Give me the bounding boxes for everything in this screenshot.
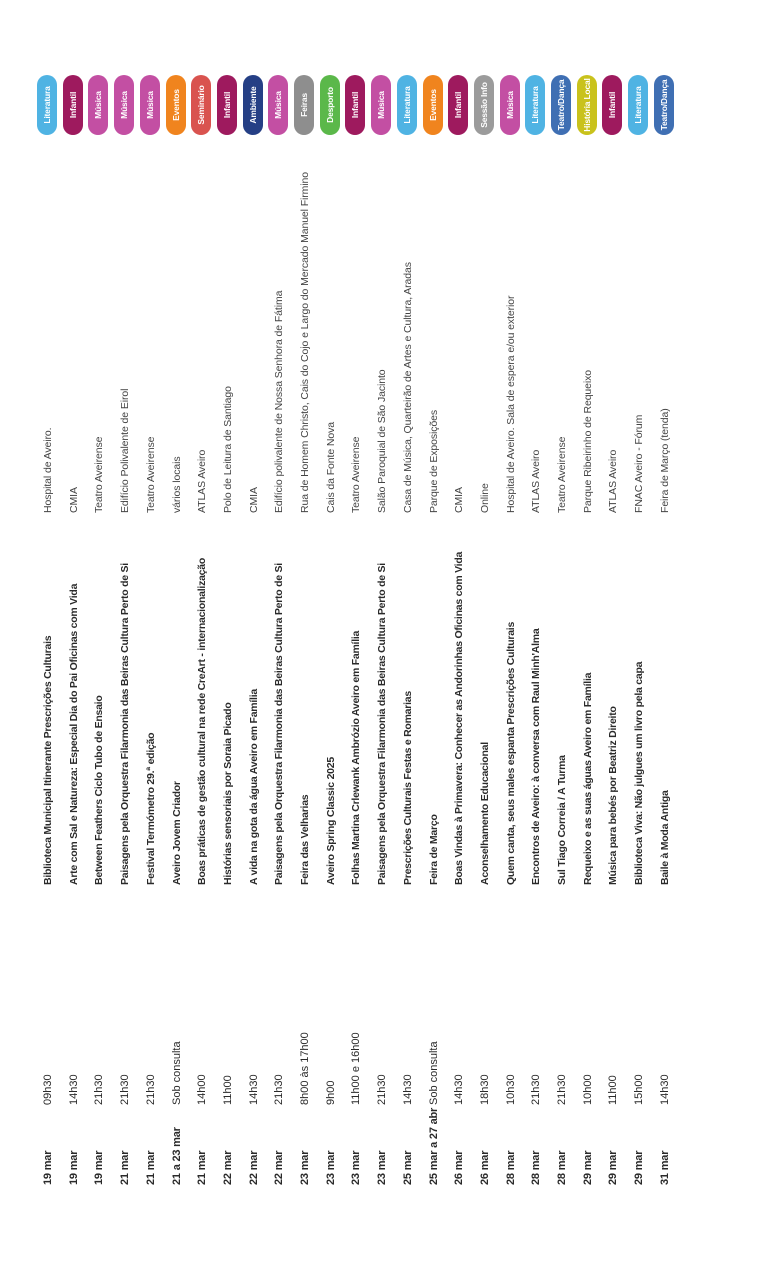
event-location: ATLAS Aveiro	[607, 449, 620, 513]
category-badge: Feiras	[294, 75, 314, 135]
event-time: 14h30	[401, 1074, 414, 1105]
event-row	[112, 0, 138, 1273]
category-badge: Música	[268, 75, 288, 135]
event-row	[472, 0, 498, 1273]
event-row	[523, 0, 549, 1273]
category-badge: Desporto	[320, 75, 340, 135]
event-date: 19 mar	[93, 1150, 106, 1185]
event-time: 9h00	[324, 1080, 337, 1105]
event-title: Aveiro Jovem Criador	[170, 781, 183, 885]
event-time: 21h30	[93, 1074, 106, 1105]
event-time: Sob consulta	[170, 1041, 183, 1105]
event-location: Teatro Aveirense	[93, 436, 106, 513]
event-title: Sul Tiago Correia / A Turma	[556, 755, 568, 885]
event-date: 23 mar	[376, 1150, 389, 1185]
event-title: Feira de Março	[427, 814, 440, 885]
event-date: 19 mar	[42, 1150, 54, 1185]
category-badge: Ambiente	[243, 75, 263, 135]
event-time: 21h30	[273, 1074, 286, 1105]
category-badge: Teatro/Dança	[551, 75, 571, 135]
event-location: Casa de Música, Quarteirão de Artes e Cultura, Aradas	[401, 262, 414, 513]
event-row	[318, 0, 344, 1273]
event-row	[292, 0, 318, 1273]
event-location: CMIA	[67, 487, 80, 513]
event-date: 21 mar	[119, 1150, 132, 1185]
event-time: 14h30	[658, 1074, 671, 1105]
category-badge: Literatura	[628, 75, 648, 135]
event-row	[241, 0, 267, 1273]
event-row	[215, 0, 241, 1273]
event-title: Arte com Sal e Natureza: Especial Dia do Pai Oficinas com Vida	[67, 583, 80, 885]
category-badge: Música	[114, 75, 134, 135]
event-title: Encontros de Aveiro: à conversa com Raul Minh'Alma	[530, 628, 543, 885]
event-location: Parque de Exposições	[427, 409, 440, 513]
category-badge: Infantil	[63, 75, 83, 135]
event-row	[138, 0, 164, 1273]
event-title: Quem canta, seus males espanta Prescrições Culturais	[504, 621, 517, 885]
event-time: 14h30	[453, 1074, 466, 1105]
event-date: 21 mar	[196, 1150, 209, 1185]
category-badge: Música	[140, 75, 160, 135]
event-time: 8h00 às 17h00	[299, 1032, 311, 1105]
event-title: Aconselhamento Educacional	[478, 742, 491, 885]
category-badge: Teatro/Dança	[654, 75, 674, 135]
event-time: 21h30	[530, 1074, 543, 1105]
event-row	[189, 0, 215, 1273]
event-location: CMIA	[247, 487, 260, 513]
category-badge: Eventos	[423, 75, 443, 135]
category-badge: Infantil	[217, 75, 237, 135]
event-title: Música para bebés por Beatriz Direito	[607, 706, 620, 885]
event-time: 10h30	[504, 1074, 517, 1105]
event-title: Boas Vindas à Primavera: Conhecer as Andorinhas Oficinas com Vida	[453, 551, 466, 885]
event-date: 22 mar	[221, 1150, 234, 1185]
event-title: Feira das Velharias	[299, 794, 311, 885]
event-title: Boas práticas de gestão cultural na rede CreArt - internacionalização	[196, 557, 209, 885]
event-location: Teatro Aveirense	[556, 436, 568, 513]
event-date: 28 mar	[504, 1150, 517, 1185]
event-title: Between Feathers Ciclo Tubo de Ensaio	[93, 695, 106, 885]
event-location: Hospital de Aveiro. Sala de espera e/ou exterior	[504, 295, 517, 513]
event-row	[600, 0, 626, 1273]
event-row	[86, 0, 112, 1273]
event-location: Hospital de Aveiro.	[42, 427, 54, 513]
event-row	[369, 0, 395, 1273]
event-title: Prescrições Culturais Festas e Romarias	[401, 691, 414, 885]
category-badge: Seminário	[191, 75, 211, 135]
event-location: Teatro Aveirense	[350, 436, 363, 513]
event-date: 29 mar	[607, 1150, 620, 1185]
event-date: 23 mar	[299, 1150, 311, 1185]
event-date: 25 mar a 27 abr	[427, 1107, 440, 1185]
event-row	[446, 0, 472, 1273]
event-location: Rua de Homem Christo, Cais do Cojo e Largo do Mercado Manuel Firmino	[299, 171, 311, 513]
category-badge: Infantil	[345, 75, 365, 135]
event-title: Aveiro Spring Classic 2025	[324, 757, 337, 885]
event-row	[626, 0, 652, 1273]
event-title: Paisagens pela Orquestra Filarmonia das Beiras Cultura Perto de Si	[376, 563, 389, 885]
event-title: A vida na gota da água Aveiro em Família	[247, 689, 260, 885]
event-date: 21 a 23 mar	[170, 1127, 183, 1185]
event-date: 25 mar	[401, 1150, 414, 1185]
event-location: CMIA	[453, 487, 466, 513]
event-location: Online	[478, 483, 491, 513]
category-badge: História Local	[577, 75, 597, 135]
event-time: 14h30	[247, 1074, 260, 1105]
event-time: 14h30	[67, 1074, 80, 1105]
category-badge: Música	[500, 75, 520, 135]
event-row	[35, 0, 61, 1273]
event-date: 19 mar	[67, 1150, 80, 1185]
event-title: Histórias sensoriais por Soraia Picado	[221, 702, 234, 885]
event-location: Cais da Fonte Nova	[324, 422, 337, 513]
event-time: 10h00	[581, 1074, 594, 1105]
event-title: Biblioteca Viva: Não julgues um livro pela capa	[633, 661, 646, 885]
event-title: Folhas Martina Crlewank Ambrózio Aveiro em Família	[350, 630, 363, 885]
event-title: Paisagens pela Orquestra Filarmonia das Beiras Cultura Perto de Si	[273, 563, 286, 885]
category-badge: Eventos	[166, 75, 186, 135]
event-row	[343, 0, 369, 1273]
category-badge: Literatura	[397, 75, 417, 135]
event-row	[421, 0, 447, 1273]
event-location: vários locais	[170, 456, 183, 513]
event-title: Biblioteca Municipal Itinerante Prescrições Culturais	[42, 635, 54, 885]
event-location: Salão Paroquial de São Jacinto	[376, 369, 389, 513]
event-row	[498, 0, 524, 1273]
event-title: Requeixo e as suas águas Aveiro em Família	[581, 672, 594, 885]
event-time: 14h00	[196, 1074, 209, 1105]
event-date: 23 mar	[350, 1150, 363, 1185]
event-location: Edifício polivalente de Nossa Senhora de Fátima	[273, 290, 286, 513]
event-location: ATLAS Aveiro	[530, 449, 543, 513]
event-date: 29 mar	[633, 1150, 646, 1185]
event-row	[61, 0, 87, 1273]
event-location: Teatro Aveirense	[144, 436, 157, 513]
event-row	[652, 0, 678, 1273]
event-date: 23 mar	[324, 1150, 337, 1185]
event-time: 11h00 e 16h00	[350, 1032, 363, 1105]
event-row	[164, 0, 190, 1273]
event-location: Parque Ribeirinho de Requeixo	[581, 369, 594, 513]
event-row	[549, 0, 575, 1273]
event-location: ATLAS Aveiro	[196, 449, 209, 513]
event-date: 29 mar	[581, 1150, 594, 1185]
event-date: 26 mar	[453, 1150, 466, 1185]
category-badge: Infantil	[448, 75, 468, 135]
event-time: 15h00	[633, 1074, 646, 1105]
category-badge: Sessão Info	[474, 75, 494, 135]
event-time: 11h00	[221, 1075, 234, 1105]
event-time: 18h30	[478, 1074, 491, 1105]
event-date: 31 mar	[658, 1150, 671, 1185]
event-row	[266, 0, 292, 1273]
event-date: 22 mar	[247, 1150, 260, 1185]
event-time: 21h30	[119, 1074, 132, 1105]
event-title: Paisagens pela Orquestra Filarmonia das Beiras Cultura Perto de Si	[119, 563, 132, 885]
event-date: 21 mar	[144, 1150, 157, 1185]
event-time: 21h30	[144, 1074, 157, 1105]
category-badge: Infantil	[602, 75, 622, 135]
event-date: 28 mar	[530, 1150, 543, 1185]
event-row	[395, 0, 421, 1273]
category-badge: Literatura	[525, 75, 545, 135]
event-location: Polo de Leitura de Santiago	[221, 386, 234, 513]
event-time: 21h30	[376, 1074, 389, 1105]
event-title: Baile à Moda Antiga	[658, 790, 671, 885]
event-row	[575, 0, 601, 1273]
category-badge: Música	[88, 75, 108, 135]
event-time: 09h30	[42, 1074, 54, 1105]
event-time: 21h30	[556, 1074, 568, 1105]
event-date: 26 mar	[478, 1150, 491, 1185]
event-location: Feira de Março (tenda)	[658, 408, 671, 513]
event-location: Edifício Polivalente de Eirol	[119, 388, 132, 513]
event-date: 28 mar	[556, 1150, 568, 1185]
category-badge: Literatura	[37, 75, 57, 135]
event-time: Sob consulta	[427, 1041, 440, 1105]
event-time: 11h00	[607, 1075, 620, 1105]
event-title: Festival Termómetro 29.ª edição	[144, 732, 157, 885]
category-badge: Música	[371, 75, 391, 135]
event-location: FNAC Aveiro - Fórum	[633, 414, 646, 513]
event-date: 22 mar	[273, 1150, 286, 1185]
